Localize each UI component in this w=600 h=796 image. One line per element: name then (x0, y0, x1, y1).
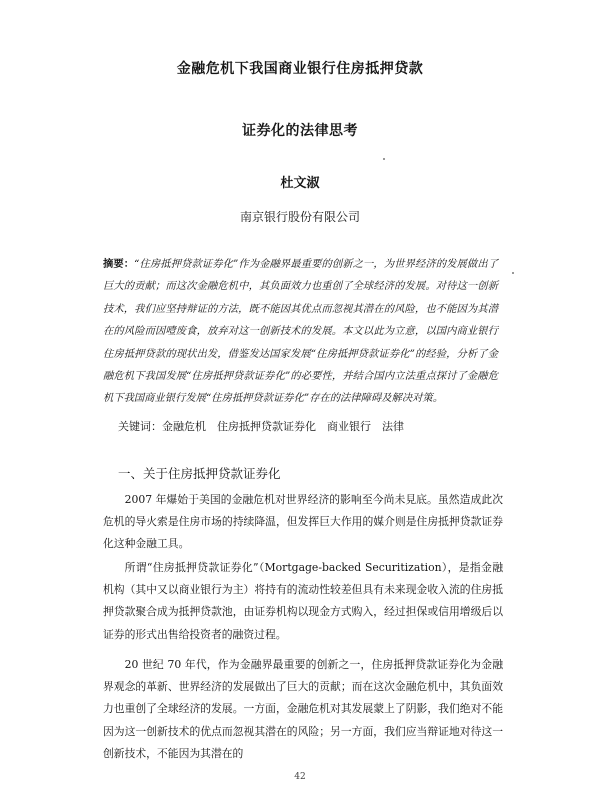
paragraph-2: 所谓“住房抵押贷款证券化”（Mortgage-backed Securitization），是指金融机构（其中又以商业银行为主）将持有的流动性较差但具有未来现金收入流的住房抵押贷款聚合成为抵押贷款池，由证券机构以现金方式购入，经过担保或信用增级后以证券的形式出售给投资者的融资过程。 (103, 561, 503, 641)
keywords (118, 418, 498, 434)
keywords-label: 关键词： (118, 420, 162, 433)
abstract (103, 253, 498, 410)
scan-speck (383, 158, 385, 160)
author-affiliation: 南京银行股份有限公司 (239, 210, 360, 224)
abstract-label: 摘要： (103, 258, 135, 270)
scan-speck (512, 272, 514, 274)
paragraph-3: 20 世纪 70 年代，作为金融界最重要的创新之一，住房抵押贷款证券化为金融界观念的革新、世界经济的发展做出了巨大的贡献；而在这次金融危机中，其负面效力也重创了全球经济的发展。一方面，金融危机对其发展蒙上了阴影，我们绝对不能因为这一创新技术的优点而忽视其潜在的风险；另一方面，我们应当辩证地对待这一创新技术，不能因为其潜在的 (103, 658, 503, 760)
abstract-text: “住房抵押贷款证券化”作为金融界最重要的创新之一，为世界经济的发展做出了巨大的贡献；而这次金融危机中，其负面效力也重创了全球经济的发展。对待这一创新技术，我们应坚持辩证的方法，既不能因其优点而忽视其潜在的风险，也不能因为其潜在的风险而因噎废食，放弃对这一创新技术的发展。本文以此为立意，以国内商业银行住房抵押贷款的现状出发，借鉴发达国家发展“住房抵押贷款证券化”的经验，分析了金融危机下我国发展“住房抵押贷款证券化”的必要性，并结合国内立法重点探讨了金融危机下我国商业银行发展“住房抵押贷款证券化”存在的法律障碍及解决对策。 (103, 258, 499, 405)
title-line-1: 金融危机下我国商业银行住房抵押贷款 (176, 61, 424, 77)
page-number: 42 (294, 772, 306, 782)
section-heading: 一、关于住房抵押贷款证券化 (118, 466, 281, 481)
keywords-list: 金融危机 住房抵押贷款证券化 商业银行 法律 (162, 420, 404, 433)
author-name: 杜文淑 (280, 176, 320, 191)
paragraph-1: 2007 年爆始于美国的金融危机对世界经济的影响至今尚未見底。虽然造成此次危机的导火索是住房市场的持续降温，但发挥巨大作用的媒介则是住房抵押贷款证券化这种金融工具。 (103, 493, 503, 551)
title-line-2: 证券化的法律思考 (242, 123, 358, 139)
